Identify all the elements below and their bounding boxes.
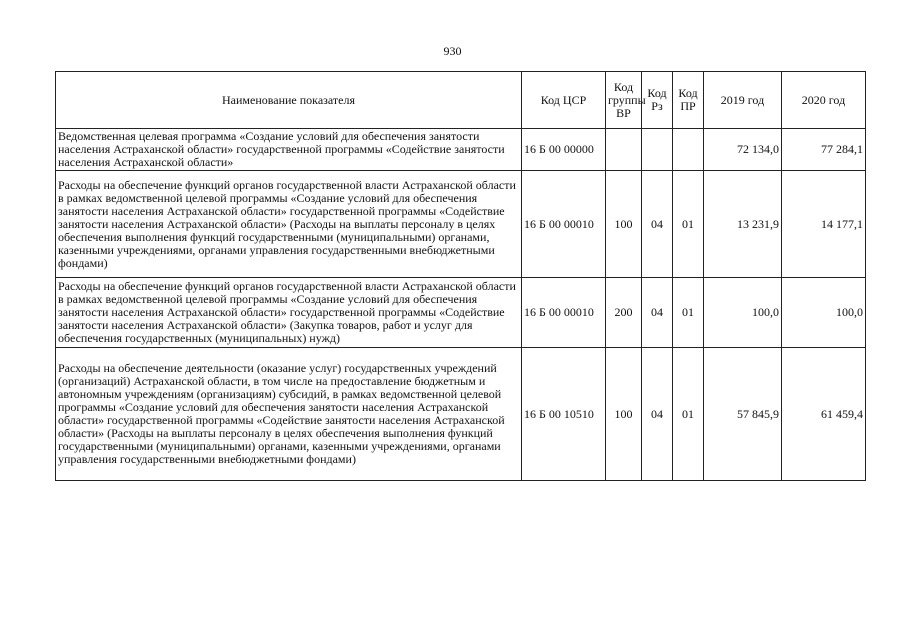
row-2020: 61 459,4 (782, 348, 866, 481)
row-rz: 04 (642, 278, 673, 348)
row-2019: 100,0 (704, 278, 782, 348)
row-pr: 01 (673, 171, 704, 278)
row-2020: 77 284,1 (782, 129, 866, 171)
row-pr (673, 129, 704, 171)
row-vr: 200 (606, 278, 642, 348)
row-csr: 16 Б 00 00010 (522, 171, 606, 278)
row-rz: 04 (642, 348, 673, 481)
row-csr: 16 Б 00 00010 (522, 278, 606, 348)
header-rz: Код Рз (642, 72, 673, 129)
row-name: Расходы на обеспечение деятельности (оказание услуг) государственных учреждений (организаций) Астраханской области, в том числе на предоставление бюджетным и автономным учреждениям (организациям) субсидий, в рамках ведомственной целевой программы «Создание условий для обеспечения занятости населения Астраханской области» государственной программы «Содействие занятости населения Астраханской области» (Расходы на выплаты персоналу в целях обеспечения выполнения функций государственными (муниципальными) органами, казенными учреждениями, органами управления государственными внебюджетными фондами) (56, 348, 522, 481)
budget-table (55, 71, 866, 481)
row-csr: 16 Б 00 00000 (522, 129, 606, 171)
table-header-row (56, 72, 866, 129)
row-rz: 04 (642, 171, 673, 278)
table-row (56, 171, 866, 278)
row-name: Ведомственная целевая программа «Создание условий для обеспечения занятости населения Астраханской области» государственной программы «Содействие занятости населения Астраханской области» (56, 129, 522, 171)
header-name: Наименование показателя (56, 72, 522, 129)
row-rz (642, 129, 673, 171)
header-pr: Код ПР (673, 72, 704, 129)
row-2019: 13 231,9 (704, 171, 782, 278)
header-csr: Код ЦСР (522, 72, 606, 129)
row-2019: 72 134,0 (704, 129, 782, 171)
row-2020: 14 177,1 (782, 171, 866, 278)
table-row (56, 129, 866, 171)
row-name: Расходы на обеспечение функций органов государственной власти Астраханской области в рамках ведомственной целевой программы «Создание условий для обеспечения занятости населения Астраханской области» государственной программы «Содействие занятости населения Астраханской области» (Закупка товаров, работ и услуг для обеспечения государственных (муниципальных) нужд) (56, 278, 522, 348)
header-vr: Код группы ВР (606, 72, 642, 129)
page-number: 930 (443, 44, 462, 58)
row-vr: 100 (606, 171, 642, 278)
row-2019: 57 845,9 (704, 348, 782, 481)
row-pr: 01 (673, 278, 704, 348)
table-row (56, 348, 866, 481)
row-name: Расходы на обеспечение функций органов государственной власти Астраханской области в рамках ведомственной целевой программы «Создание условий для обеспечения занятости населения Астраханской области» государственной программы «Содействие занятости населения Астраханской области» (Расходы на выплаты персоналу в целях обеспечения выполнения функций государственными (муниципальными) органами, казенными учреждениями, органами управления государственными внебюджетными фондами) (56, 171, 522, 278)
row-vr: 100 (606, 348, 642, 481)
header-2020: 2020 год (782, 72, 866, 129)
table-row (56, 278, 866, 348)
row-pr: 01 (673, 348, 704, 481)
row-2020: 100,0 (782, 278, 866, 348)
row-vr (606, 129, 642, 171)
header-2019: 2019 год (704, 72, 782, 129)
row-csr: 16 Б 00 10510 (522, 348, 606, 481)
